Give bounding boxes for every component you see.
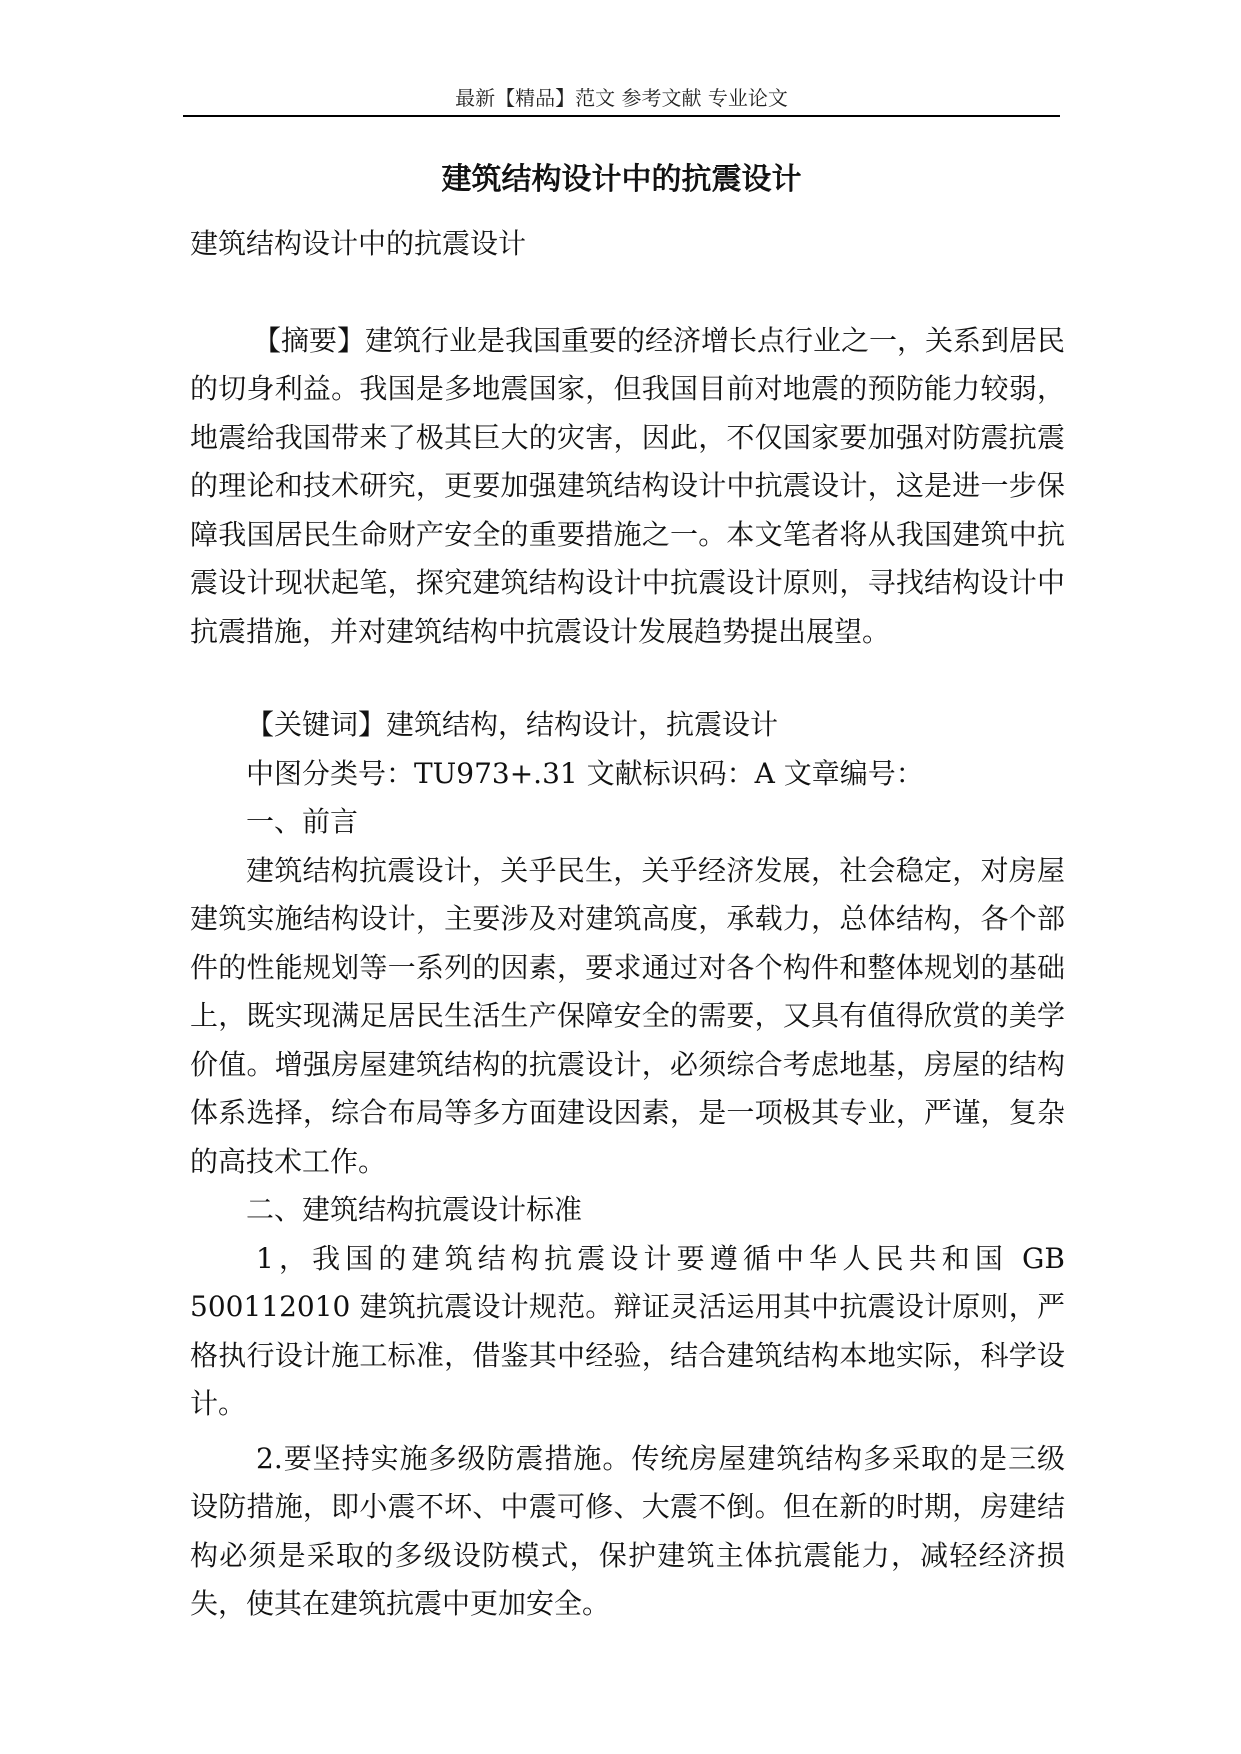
document-subtitle: 建筑结构设计中的抗震设计	[190, 227, 527, 260]
document-title: 建筑结构设计中的抗震设计	[441, 162, 802, 197]
abstract-paragraph: 【摘要】建筑行业是我国重要的经济增长点行业之一，关系到居民的切身利益。我国是多地震国家，但我国目前对地震的预防能力较弱，地震给我国带来了极其巨大的灾害，因此，不仅国家要加强对防震抗震的理论和技术研究，更要加强建筑结构设计中抗震设计，这是进一步保障我国居民生命财产安全的重要措施之一。本文笔者将从我国建筑中抗震设计现状起笔，探究建筑结构设计中抗震设计原则，寻找结构设计中抗震措施，并对建筑结构中抗震设计发展趋势提出展望。	[190, 323, 1066, 648]
standards-item-1: 1，我国的建筑结构抗震设计要遵循中华人民共和国 GB 500112010 建筑抗震设计规范。辩证灵活运用其中抗震设计原则，严格执行设计施工标准，借鉴其中经验，结合建筑结构本地实际，科学设计。	[190, 1241, 1065, 1420]
page-header: 最新【精品】范文 参考文献 专业论文	[455, 86, 788, 110]
preface-paragraph: 建筑结构抗震设计，关乎民生，关乎经济发展，社会稳定，对房屋建筑实施结构设计，主要涉及对建筑高度，承载力，总体结构，各个部件的性能规划等一系列的因素，要求通过对各个构件和整体规划的基础上，既实现满足居民生活生产保障安全的需要，又具有值得欣赏的美学价值。增强房屋建筑结构的抗震设计，必须综合考虑地基，房屋的结构体系选择，综合布局等多方面建设因素，是一项极其专业，严谨，复杂的高技术工作。	[190, 853, 1065, 1178]
standards-item-2: 2.要坚持实施多级防震措施。传统房屋建筑结构多采取的是三级设防措施，即小震不坏、中震可修、大震不倒。但在新的时期，房建结构必须是采取的多级设防模式，保护建筑主体抗震能力，减轻经济损失，使其在建筑抗震中更加安全。	[190, 1441, 1065, 1620]
section-heading-preface: 一、前言	[246, 805, 359, 838]
header-rule	[183, 115, 1060, 117]
document-body	[190, 220, 1065, 1629]
section-heading-standards: 二、建筑结构抗震设计标准	[246, 1193, 583, 1226]
keywords-line: 【关键词】建筑结构，结构设计，抗震设计	[246, 708, 779, 741]
classification-line: 中图分类号：TU973+.31 文献标识码：A 文章编号：	[246, 756, 924, 790]
